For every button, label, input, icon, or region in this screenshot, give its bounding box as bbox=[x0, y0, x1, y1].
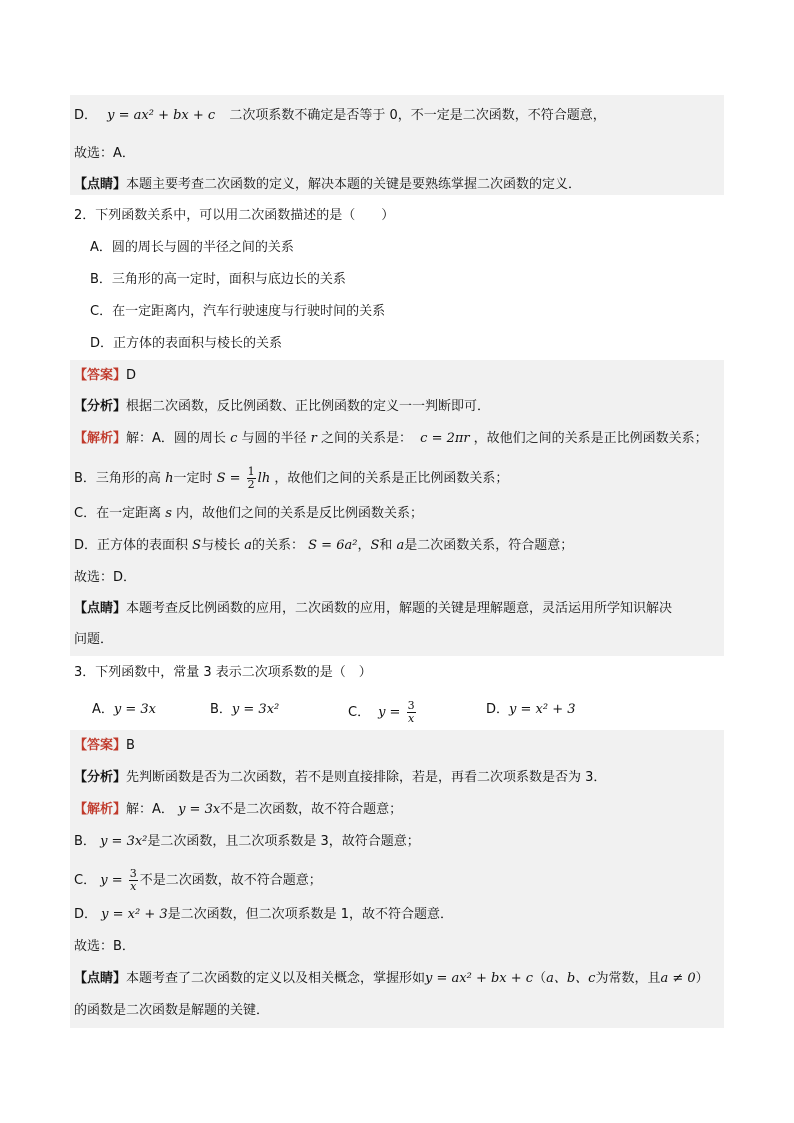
formula: y = ax² + bx + c bbox=[107, 108, 216, 123]
formula: y = ax² + bx + c bbox=[425, 971, 534, 986]
formula: y = x² + 3 bbox=[101, 907, 168, 922]
q2-solution-c: C．在一定距离 s 内，故他们之间的关系是反比例函数关系； bbox=[74, 506, 424, 521]
prev-d-option: D． y = ax² + bx + c 二次项系数不确定是否等于 0，不一定是二次函数，不符合题意， bbox=[74, 108, 606, 123]
fraction: $\frac{1}{2}$ bbox=[247, 465, 255, 491]
q3-solution-b: B． y = 3x²是二次函数，且二次项系数是 3，故符合题意； bbox=[74, 834, 420, 849]
q2-option-b: B．三角形的高一定时，面积与底边长的关系 bbox=[90, 272, 346, 287]
q3-option-a: A．y = 3x bbox=[92, 702, 157, 717]
formula: c = 2πr bbox=[420, 431, 470, 446]
q3-option-c: C． y = $\frac{3}{x}$ bbox=[348, 699, 415, 725]
q3-solution-a: 【解析】解：A． y = 3x不是二次函数，故不符合题意； bbox=[74, 802, 403, 817]
formula: a ≠ 0 bbox=[660, 971, 696, 986]
q2-comment: 【点睛】本题考查反比例函数的应用，二次函数的应用，解题的关键是理解题意，灵活运用所学知识解决 bbox=[74, 601, 673, 616]
q2-comment-cont: 问题． bbox=[74, 632, 114, 647]
q2-solution-b: B．三角形的高 h一定时 S = $\frac{1}{2}$ lh ，故他们之间的关系是正比例函数关系； bbox=[74, 465, 509, 491]
q3-stem: 3．下列函数中，常量 3 表示二次项系数的是（ ） bbox=[74, 665, 372, 680]
q2-option-d: D．正方体的表面积与棱长的关系 bbox=[90, 336, 283, 351]
prev-choice: 故选：A． bbox=[74, 146, 135, 161]
q3-analysis: 【分析】先判断函数是否为二次函数，若不是则直接排除，若是，再看二次项系数是否为 3． bbox=[74, 770, 607, 785]
q3-answer: 【答案】B bbox=[74, 738, 135, 753]
q3-option-d: D．y = x² + 3 bbox=[486, 702, 576, 717]
q3-solution-d: D． y = x² + 3是二次函数，但二次项系数是 1，故不符合题意． bbox=[74, 907, 454, 922]
q2-stem: 2．下列函数关系中，可以用二次函数描述的是（ ） bbox=[74, 208, 395, 223]
q2-solution-d: D．正方体的表面积 S与棱长 a的关系： S = 6a²，S和 a是二次函数关系，符合题意； bbox=[74, 538, 574, 553]
q2-choice: 故选：D． bbox=[74, 570, 137, 585]
q2-solution-a: 【解析】解：A．圆的周长 c 与圆的半径 r 之间的关系是： c = 2πr ，故他们之间的关系是正比例函数关系； bbox=[74, 431, 708, 446]
fraction: $\frac{3}{x}$ bbox=[407, 699, 415, 725]
q3-comment-cont: 的函数是二次函数是解题的关键． bbox=[74, 1003, 270, 1018]
formula: y = 3x² bbox=[100, 834, 148, 849]
q3-solution-c: C． y = $\frac{3}{x}$ 不是二次函数，故不符合题意； bbox=[74, 867, 322, 893]
q3-option-b: B．y = 3x² bbox=[210, 702, 280, 717]
fraction: $\frac{3}{x}$ bbox=[129, 867, 137, 893]
q3-comment: 【点睛】本题考查了二次函数的定义以及相关概念，掌握形如y = ax² + bx + c（a、b、c为常数，且a ≠ 0） bbox=[74, 971, 709, 986]
formula: y = 3x bbox=[178, 802, 221, 817]
q2-option-c: C．在一定距离内，汽车行驶速度与行驶时间的关系 bbox=[90, 304, 386, 319]
q3-choice: 故选：B． bbox=[74, 939, 135, 954]
prev-comment: 【点睛】本题主要考查二次函数的定义，解决本题的关键是要熟练掌握二次函数的定义． bbox=[74, 177, 582, 192]
q2-analysis: 【分析】根据二次函数，反比例函数、正比例函数的定义一一判断即可． bbox=[74, 399, 491, 414]
q2-option-a: A．圆的周长与圆的半径之间的关系 bbox=[90, 240, 294, 255]
q2-answer: 【答案】D bbox=[74, 368, 137, 383]
formula: S = 6a² bbox=[308, 538, 358, 553]
